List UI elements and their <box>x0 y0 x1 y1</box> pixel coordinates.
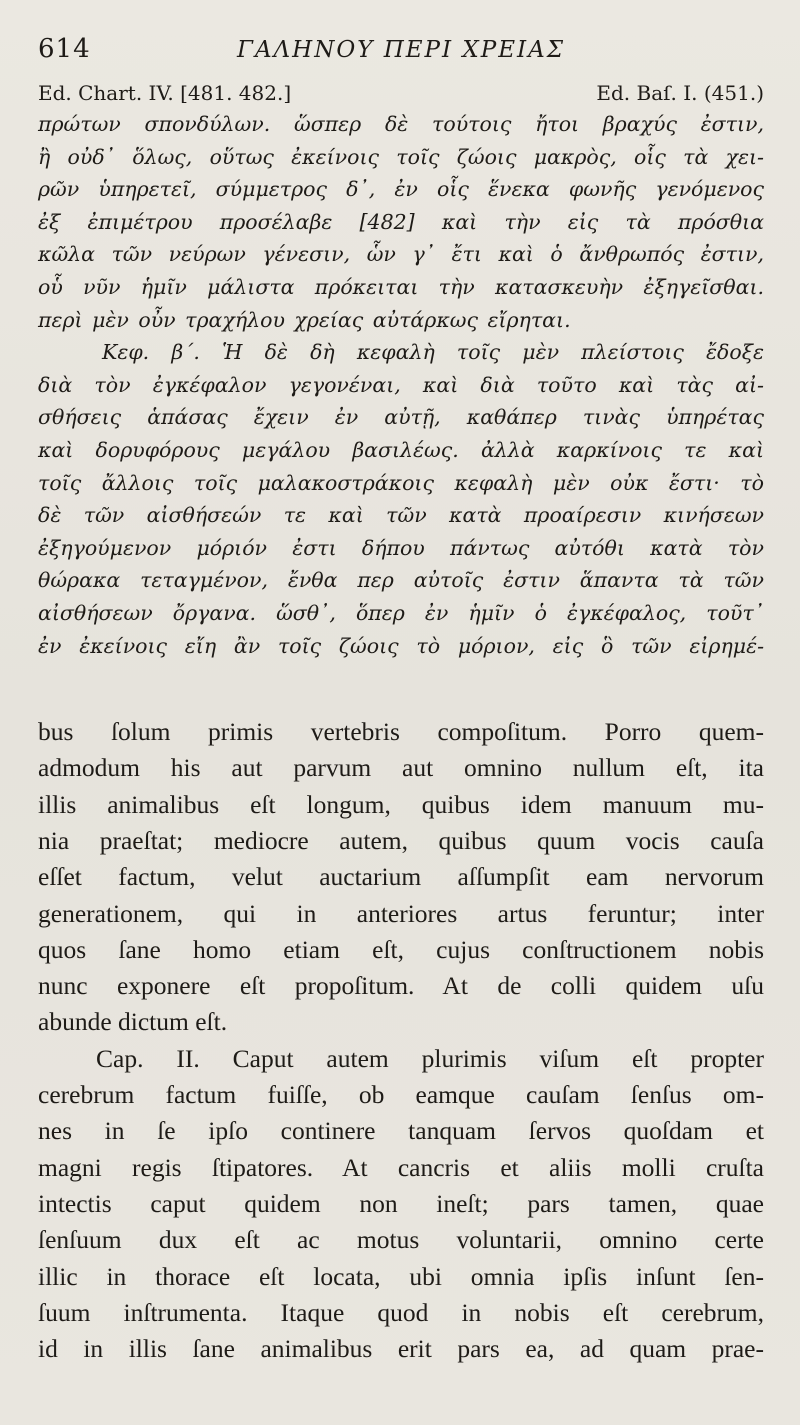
latin-line: abunde dictum eſt. <box>38 1007 228 1037</box>
latin-line: illic in thorace eſt locata, ubi omnia ipſis inſunt ſen- <box>38 1261 764 1291</box>
latin-line: ſenſuum dux eſt ac motus voluntarii, omnino certe <box>38 1225 764 1255</box>
latin-chapter-heading-line: Cap. II. Caput autem plurimis viſum eſt propter <box>96 1043 764 1073</box>
greek-line: αἰσθήσεων ὄργανα. ὥσθ᾽, ὅπερ ἐν ἡμῖν ὁ ἐγκέφαλος, τοῦτ᾽ <box>38 600 764 625</box>
greek-line: ἢ οὐδ᾽ ὅλως, οὕτως ἐκείνοις τοῖς ζώοις μακρὸς, οἷς τὰ χει- <box>38 144 764 169</box>
greek-line: διὰ τὸν ἐγκέφαλον γεγονέναι, καὶ διὰ τοῦτο καὶ τὰς αἰ- <box>38 372 764 397</box>
latin-line: illis animalibus eſt longum, quibus idem manuum mu- <box>38 789 764 819</box>
greek-line: τοῖς ἄλλοις τοῖς μαλακοστράκοις κεφαλὴ μὲν οὐκ ἔστι· τὸ <box>38 470 764 495</box>
greek-line: κῶλα τῶν νεύρων γένεσιν, ὧν γ᾽ ἔτι καὶ ὁ ἄνθρωπός ἐστιν, <box>38 242 764 267</box>
greek-line: ἐξηγούμενον μόριόν ἐστι δήπου πάντως αὐτόθι κατὰ τὸν <box>38 535 764 560</box>
latin-line: nia praeſtat; mediocre autem, quibus quum vocis cauſa <box>38 825 764 855</box>
running-title: ΓΑΛΗΝΟΥ ΠΕΡΙ ΧΡΕΙΑΣ <box>236 37 566 63</box>
greek-line: πρώτων σπονδύλων. ὥσπερ δὲ τούτοις ἤτοι βραχύς ἐστιν, <box>38 112 764 136</box>
greek-line: ρῶν ὑπηρετεῖ, σύμμετρος δ᾽, ἐν οἷς ἕνεκα φωνῆς γενόμενος <box>38 177 764 202</box>
greek-line: θώρακα τεταγμένον, ἔνθα περ αὐτοῖς ἐστιν ἅπαντα τὰ τῶν <box>38 568 764 593</box>
greek-line: οὗ νῦν ἡμῖν μάλιστα πρόκειται τὴν κατασκευὴν ἐξηγεῖσθαι. <box>38 274 764 299</box>
greek-line: περὶ μὲν οὖν τραχήλου χρείας αὐτάρκως εἴρηται. <box>38 307 571 332</box>
edition-references <box>38 78 764 108</box>
latin-text <box>38 714 764 1367</box>
latin-line: cerebrum factum fuiſſe, ob eamque cauſam ſenſus om- <box>38 1080 764 1110</box>
page-header <box>38 34 764 78</box>
latin-line: bus ſolum primis vertebris compoſitum. Porro quem- <box>38 717 764 747</box>
latin-line: id in illis ſane animalibus erit pars ea, ad quam prae- <box>38 1334 764 1364</box>
latin-line: magni regis ſtipatores. At cancris et aliis molli cruſta <box>38 1152 764 1182</box>
latin-line: ſuum inſtrumenta. Itaque quod in nobis eſt cerebrum, <box>38 1297 764 1327</box>
greek-text <box>38 108 764 662</box>
page-number: 614 <box>38 34 91 64</box>
greek-line: ἐξ ἐπιμέτρου προσέλαβε [482] καὶ τὴν εἰς τὰ πρόσθια <box>38 209 764 234</box>
latin-line: quos ſane homo etiam eſt, cujus conſtructionem nobis <box>38 934 764 964</box>
latin-line: nes in ſe ipſo continere tanquam ſervos quoſdam et <box>38 1116 764 1146</box>
section-gap <box>38 662 764 714</box>
latin-line: nunc exponere eſt propoſitum. At de colli quidem uſu <box>38 971 764 1001</box>
edition-left: Ed. Chart. IV. [481. 482.] <box>38 81 292 105</box>
latin-line: intectis caput quidem non ineſt; pars tamen, quae <box>38 1188 764 1218</box>
latin-line: eſſet factum, velut auctarium aſſumpſit eam nervorum <box>38 862 764 892</box>
greek-chapter-heading-line: Κεφ. β΄. Ἡ δὲ δὴ κεφαλὴ τοῖς μὲν πλείστοις ἔδοξε <box>102 340 764 365</box>
latin-line: generationem, qui in anteriores artus feruntur; inter <box>38 898 764 928</box>
greek-line: καὶ δορυφόρους μεγάλου βασιλέως. ἀλλὰ καρκίνοις τε καὶ <box>38 437 764 462</box>
latin-line: admodum his aut parvum aut omnino nullum eſt, ita <box>38 753 764 783</box>
greek-line: σθήσεις ἁπάσας ἔχειν ἐν αὐτῇ, καθάπερ τινὰς ὑπηρέτας <box>38 405 764 430</box>
greek-line: δὲ τῶν αἰσθήσεών τε καὶ τῶν κατὰ προαίρεσιν κινήσεων <box>38 503 764 528</box>
edition-right: Ed. Baſ. I. (451.) <box>596 81 764 105</box>
greek-line: ἐν ἐκείνοις εἴη ἂν τοῖς ζώοις τὸ μόριον, εἰς ὃ τῶν εἰρημέ- <box>38 633 764 658</box>
